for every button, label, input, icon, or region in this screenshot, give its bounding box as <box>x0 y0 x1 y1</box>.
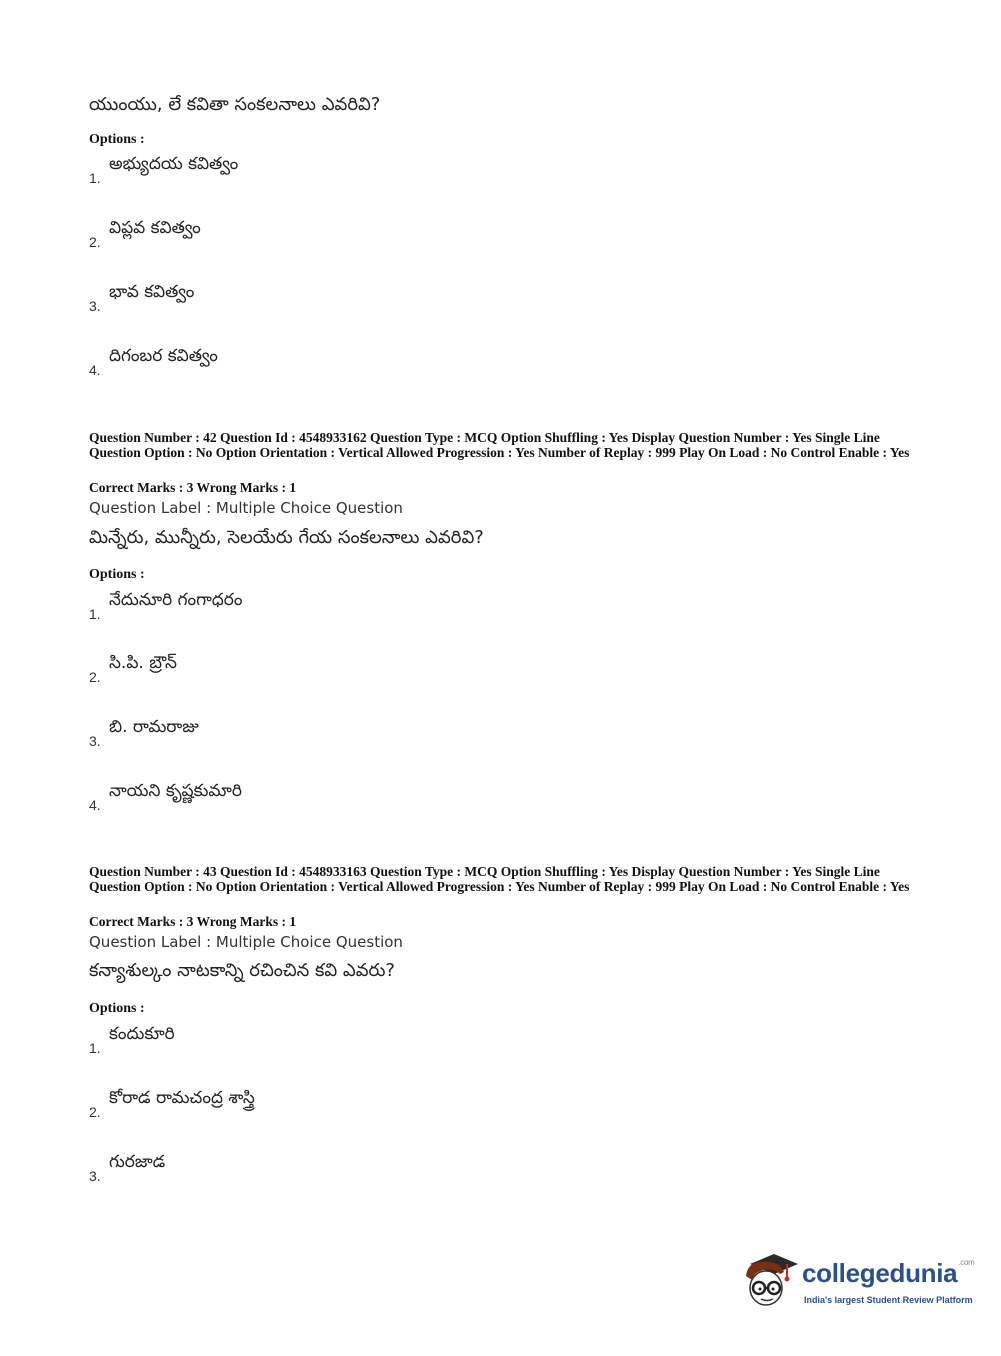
collegedunia-logo[interactable] <box>740 1248 975 1318</box>
option-text: కోరాడ రామచంద్ర శాస్త్రి <box>109 1088 255 1108</box>
q42-option-1[interactable] <box>89 590 489 630</box>
option-number: 4. <box>89 797 101 813</box>
q41-option-4[interactable] <box>89 346 489 386</box>
q42-question-label: Question Label : Multiple Choice Question <box>89 499 403 517</box>
option-text: అభ్యుదయ కవిత్వం <box>109 154 239 174</box>
q43-option-1[interactable] <box>89 1024 489 1064</box>
option-text: సి.పి. బ్రౌన్ <box>109 653 177 673</box>
q42-metadata: Question Number : 42 Question Id : 4548933162 Question Type : MCQ Option Shuffling : Yes Display Question Number : Yes Single Line Question Option : No Option Orientation : Vertical Allowed Progression : Yes Number of Replay : 999 Play On Load : No Control Enable : Yes <box>89 430 910 460</box>
q42-option-2[interactable] <box>89 653 489 693</box>
logo-wordmark: collegedunia$^{.com}$ <box>802 1258 975 1288</box>
option-number: 3. <box>89 298 101 314</box>
option-number: 2. <box>89 669 101 685</box>
option-number: 2. <box>89 1104 101 1120</box>
q43-metadata: Question Number : 43 Question Id : 4548933163 Question Type : MCQ Option Shuffling : Yes Display Question Number : Yes Single Line Question Option : No Option Orientation : Vertical Allowed Progression : Yes Number of Replay : 999 Play On Load : No Control Enable : Yes <box>89 864 910 894</box>
option-text: నేదునూరి గంగాధరం <box>109 590 243 610</box>
option-number: 3. <box>89 1168 101 1184</box>
q42-options-heading: Options : <box>89 567 145 582</box>
q43-option-3[interactable] <box>89 1152 489 1192</box>
q41-option-2[interactable] <box>89 218 489 258</box>
student-mascot-icon <box>740 1250 802 1312</box>
option-text: కందుకూరి <box>109 1024 175 1044</box>
logo-tagline: India's largest Student Review Platform <box>804 1295 973 1305</box>
q42-marks: Correct Marks : 3 Wrong Marks : 1 <box>89 480 297 495</box>
question-43-text: కన్యాశుల్కం నాటకాన్ని రచించిన కవి ఎవరు? <box>89 960 395 981</box>
q42-option-4[interactable] <box>89 781 489 821</box>
option-text: గురజాడ <box>109 1152 166 1172</box>
option-text: విప్లవ కవిత్వం <box>109 218 201 238</box>
q41-option-3[interactable] <box>89 282 489 322</box>
q41-options-heading: Options : <box>89 132 145 147</box>
option-number: 1. <box>89 170 101 186</box>
question-41-text: యుంయు, లే కవితా సంకలనాలు ఎవరివి? <box>89 94 381 115</box>
option-number: 1. <box>89 1040 101 1056</box>
option-number: 4. <box>89 362 101 378</box>
q43-marks: Correct Marks : 3 Wrong Marks : 1 <box>89 914 297 929</box>
q42-option-3[interactable] <box>89 717 489 757</box>
option-number: 1. <box>89 606 101 622</box>
q41-option-1[interactable] <box>89 154 489 194</box>
option-text: నాయని కృష్ణకుమారి <box>109 781 242 801</box>
option-text: భావ కవిత్వం <box>109 282 195 302</box>
q43-question-label: Question Label : Multiple Choice Question <box>89 933 403 951</box>
question-42-text: మిన్నేరు, మున్నీరు, సెలయేరు గేయ సంకలనాలు ఎవరివి? <box>89 527 484 548</box>
option-number: 3. <box>89 733 101 749</box>
q43-option-2[interactable] <box>89 1088 489 1128</box>
q43-options-heading: Options : <box>89 1001 145 1016</box>
option-text: బి. రామరాజు <box>109 717 199 737</box>
option-text: దిగంబర కవిత్వం <box>109 346 218 366</box>
option-number: 2. <box>89 234 101 250</box>
